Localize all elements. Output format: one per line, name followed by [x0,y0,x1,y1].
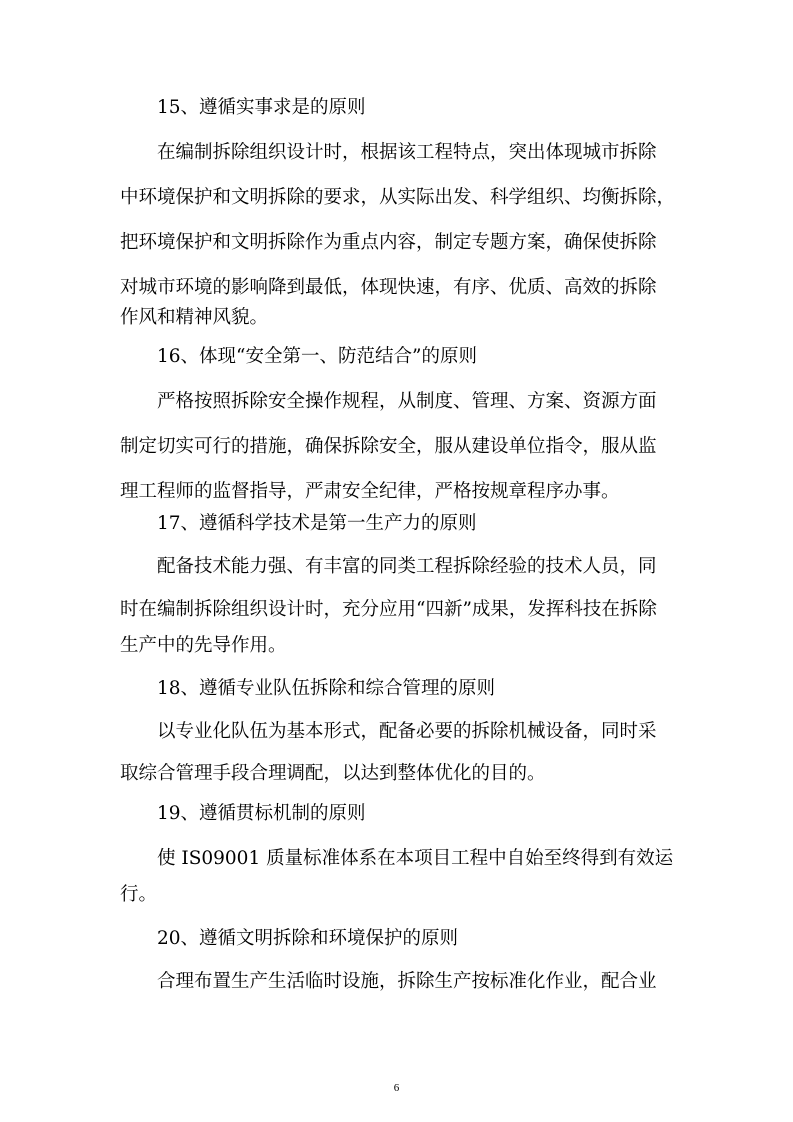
section-heading: 20、遵循文明拆除和环境保护的原则 [157,928,459,949]
paragraph-line: 配备技术能力强、有丰富的同类工程拆除经验的技术人员，同 [157,556,657,577]
paragraph-line: 时在编制拆除组织设计时，充分应用“四新”成果，发挥科技在拆除 [120,599,657,620]
paragraph-line: 生产中的先导作用。 [120,635,287,656]
section-heading: 18、遵循专业队伍拆除和综合管理的原则 [157,678,496,699]
paragraph-line: 中环境保护和文明拆除的要求，从实际出发、科学组织、均衡拆除， [120,187,676,208]
page-number: 6 [393,1082,400,1094]
paragraph-line: 制定切实可行的措施，确保拆除安全，服从建设单位指令，服从监 [120,436,657,457]
section-heading: 16、体现“安全第一、防范结合”的原则 [157,346,477,367]
paragraph-line: 理工程师的监督指导，严肃安全纪律，严格按规章程序办事。 [120,481,620,502]
paragraph-line: 作风和精神风貌。 [120,307,269,328]
paragraph-line: 行。 [120,884,158,905]
paragraph-line: 把环境保护和文明拆除作为重点内容，制定专题方案，确保使拆除 [120,232,657,253]
paragraph-line: 在编制拆除组织设计时，根据该工程特点，突出体现城市拆除 [157,142,657,163]
paragraph-line: 合理布置生产生活临时设施，拆除生产按标准化作业，配合业 [157,971,657,992]
section-heading: 17、遵循科学技术是第一生产力的原则 [157,513,477,534]
paragraph-line: 严格按照拆除安全操作规程，从制度、管理、方案、资源方面 [157,391,657,412]
section-heading: 15、遵循实事求是的原则 [157,97,366,118]
section-heading: 19、遵循贯标机制的原则 [157,803,366,824]
paragraph-line: 以专业化队伍为基本形式，配备必要的拆除机械设备，同时采 [157,721,657,742]
paragraph-line: 对城市环境的影响降到最低，体现快速，有序、优质、高效的拆除 [120,277,657,298]
paragraph-line: 使 IS09001 质量标准体系在本项目工程中自始至终得到有效运 [157,848,674,869]
paragraph-line: 取综合管理手段合理调配，以达到整体优化的目的。 [120,763,546,784]
